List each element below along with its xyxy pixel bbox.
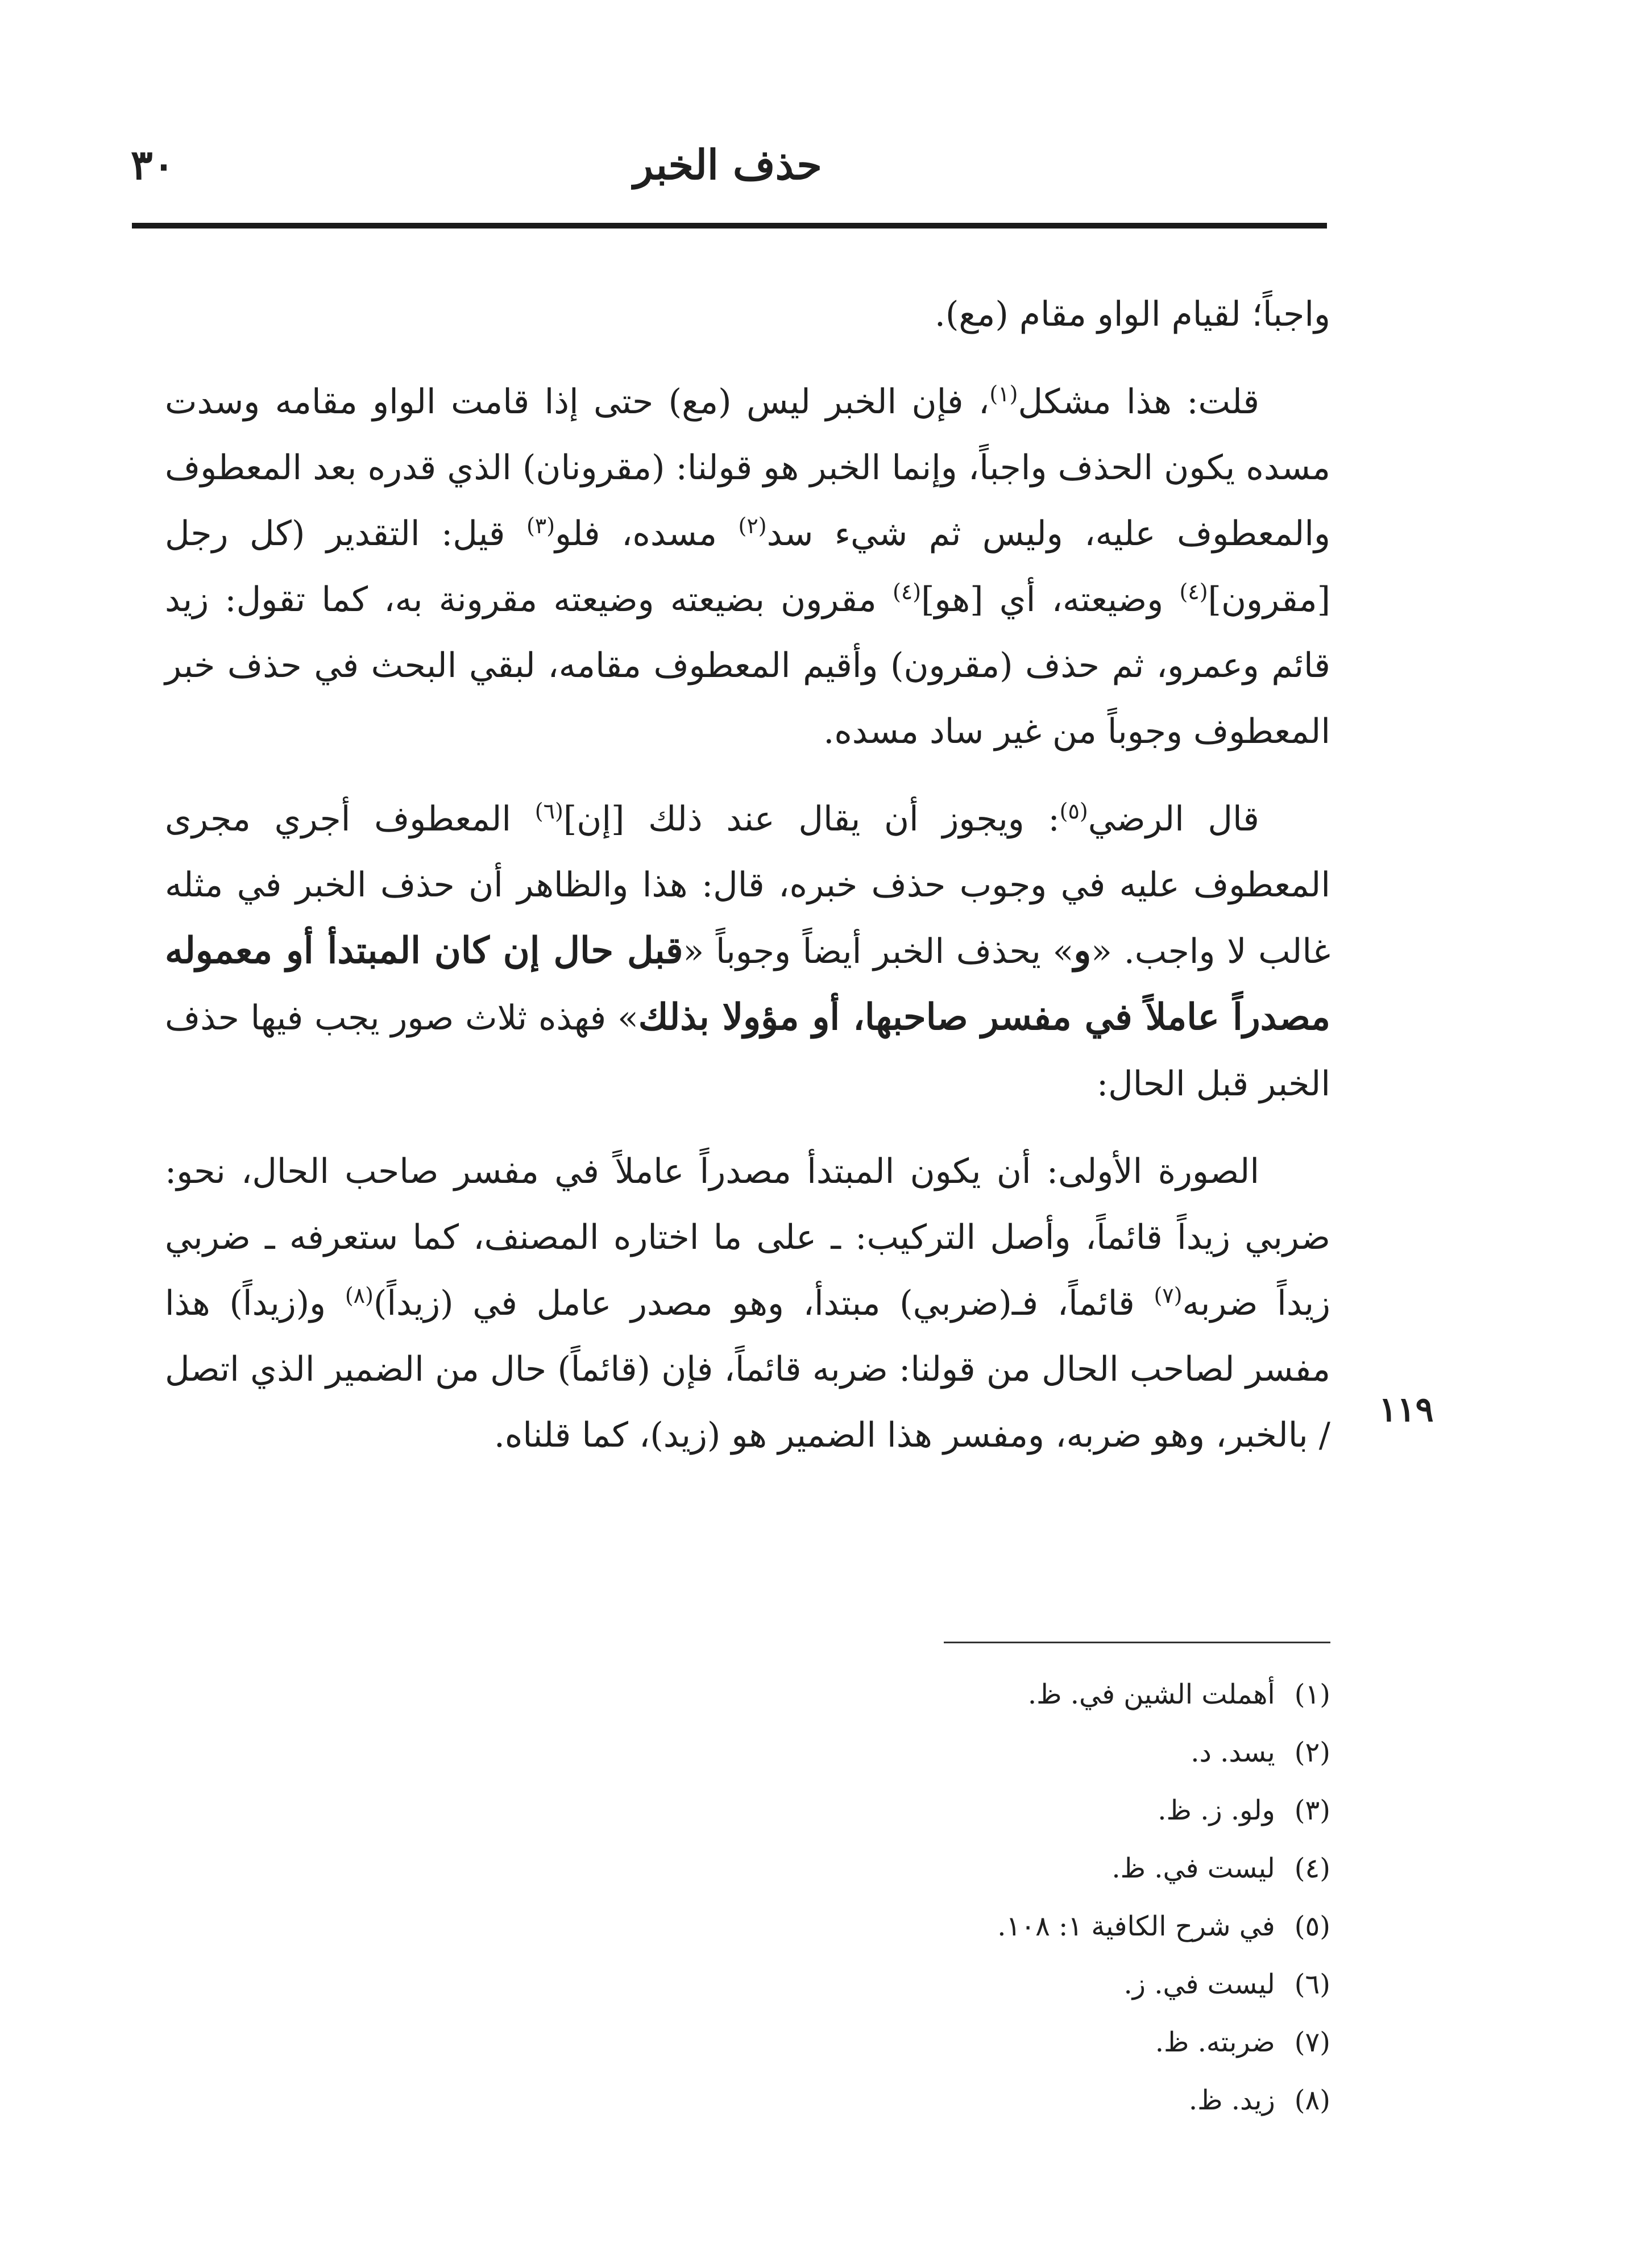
footnote-ref: (٧) [1154,1283,1183,1308]
footnote-ref: (٢) [738,513,767,538]
page-number: ٣٠ [131,140,175,189]
footnote-ref: (٦) [534,799,563,824]
footnote-number: (٢) [1294,1737,1330,1768]
footnote-text: زيد. ظ. [1188,2084,1275,2116]
footnote-number: (٦) [1294,1968,1330,2000]
paragraph-text: واجباً؛ لقيام الواو مقام (مع). [934,294,1330,334]
footnote-text: أهملت الشين في. ظ. [1027,1679,1275,1710]
footnote-text: يسد. د. [1191,1737,1275,1768]
footnote-text: في شرح الكافية ١: ١٠٨. [997,1910,1275,1942]
paragraph [165,281,1330,347]
paragraph-text: قيل: التقدير (كل رجل [مقرون] [165,514,1330,620]
running-head [131,136,1325,205]
header-rule [132,223,1327,229]
paragraph-text: مقرون بضيعته وضيعته مقرونة به، كما تقول: زيد قائم وعمرو، ثم حذف (مقرون) وأقيم المعطوف مقامه، لبقي البحث في حذف خبر المعطوف وجوباً من غير ساد مسده. [165,580,1330,751]
footnote-ref: (٨) [345,1283,374,1308]
paragraph-text: : ويجوز أن يقال عند ذلك [إن] [563,799,1060,839]
footnote-ref: (٤) [1179,579,1208,604]
footnote [682,1781,1330,1839]
paragraph-text: قال الرضي [1088,799,1259,839]
footnote-number: (١) [1294,1679,1330,1710]
footnote-number: (٨) [1294,2084,1330,2116]
footnote-number: (٥) [1294,1910,1330,1942]
paragraph-text: ، فإن الخبر ليس (مع) حتى إذا قامت الواو مقامه وسدت مسده يكون الحذف واجباً، وإنما الخبر هو قولنا: (مقرونان) الذي قدره بعد المعطوف والمعطوف عليه، وليس ثم شيء سد [165,382,1330,554]
paragraph-text: قائماً، فـ(ضربي) مبتدأ، وهو مصدر عامل في (زيداً) [373,1283,1154,1323]
manuscript-folio-number: ١١٩ [1379,1390,1434,1430]
paragraph-text: وضيعته، أي [هو] [921,580,1180,620]
paragraph-text: » يحذف الخبر أيضاً وجوباً « [683,932,1074,971]
paragraph-text: المعطوف أجري مجرى المعطوف عليه في وجوب حذف خبره، قال: هذا والظاهر أن حذف الخبر في مثله غالب لا واجب. « [165,799,1331,971]
footnote-number: (٤) [1294,1852,1330,1884]
footnote-ref: (٤) [893,579,922,604]
footnote [682,1955,1330,2013]
paragraph-text: و(زيداً) هذا مفسر لصاحب الحال من قولنا: ضربه قائماً، فإن (قائماً) حال من الضمير الذي اتصل / بالخبر، وهو ضربه، ومفسر هذا الضمير هو (زيد)، كما قلناه. [165,1283,1330,1455]
footnote [682,1839,1330,1897]
matn-text: قبل حال إن كان المبتدأ أو معموله مصدراً عاملاً في مفسر صاحبها، أو مؤولا بذلك [165,929,1331,1039]
footnote-text: ليست في. ظ. [1111,1852,1275,1884]
footnote [682,1665,1330,1723]
footnote-text: ضربته. ظ. [1155,2026,1275,2058]
footnotes [682,1665,1330,2129]
paragraph [165,786,1330,1117]
paragraph-text: قلت: هذا مشكل [1018,382,1259,422]
footnote [682,2013,1330,2071]
footnote-ref: (١) [989,381,1018,406]
footnote-ref: (٥) [1059,799,1088,824]
footnote-number: (٣) [1294,1795,1330,1826]
chapter-title: حذف الخبر [633,140,822,189]
footnote-divider [944,1642,1330,1643]
footnote-text: ولو. ز. ظ. [1158,1795,1275,1826]
paragraph-text: مسده، فلو [555,514,739,554]
paragraph-text: الصورة الأولى: أن يكون المبتدأ مصدراً عاملاً في مفسر صاحب الحال، نحو: ضربي زيداً قائماً، وأصل التركيب: ـ على ما اختاره المصنف، كما ستعرفه ـ ضربي زيداً ضربه [165,1152,1330,1323]
footnote-ref: (٣) [526,513,555,538]
paragraph [165,1139,1330,1468]
footnote [682,1897,1330,1955]
footnote-number: (٧) [1294,2026,1330,2058]
footnote [682,1723,1330,1781]
footnote-text: ليست في. ز. [1123,1968,1275,2000]
main-text [165,281,1330,1490]
matn-text: و [1073,929,1092,972]
footnote [682,2071,1330,2129]
paragraph-text: » فهذه ثلاث صور يجب فيها حذف الخبر قبل الحال: [165,998,1330,1104]
paragraph [165,369,1330,765]
